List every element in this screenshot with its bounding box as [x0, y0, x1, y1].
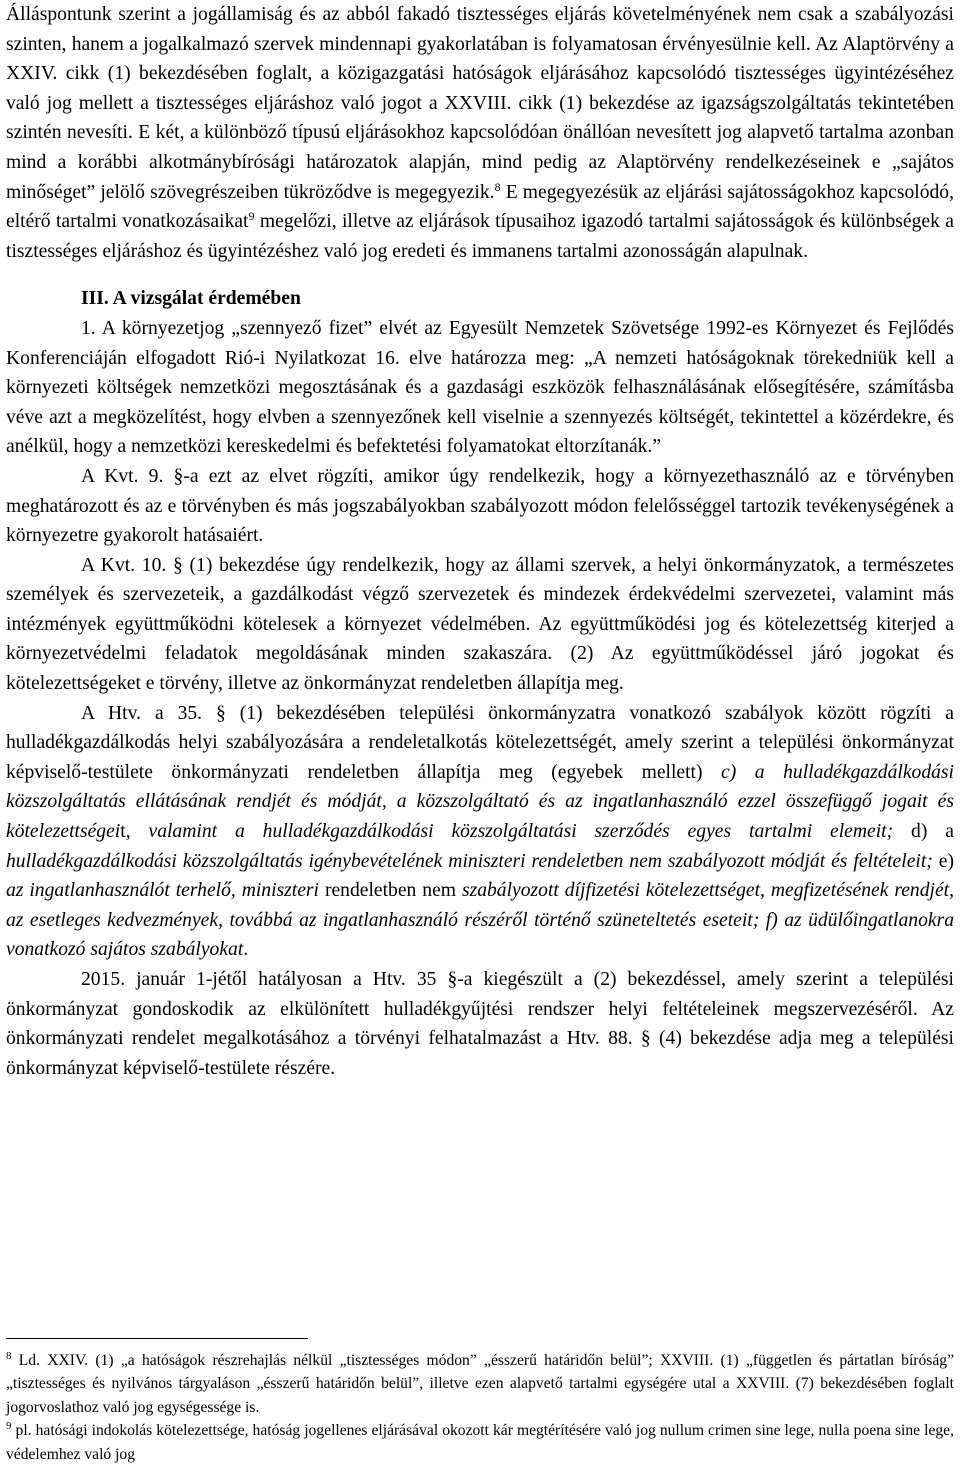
- paragraph-text: rendeletben nem: [324, 880, 462, 902]
- paragraph-text-italic: valamint a hulladékgazdálkodási közszolgáltatási szerződés egyes tartalmi elemeit;: [148, 821, 894, 843]
- footnotes: [6, 1349, 954, 1466]
- paragraph-text: megelőzi, illetve az eljárások típusaihoz igazodó tartalmi sajátosságok és különbségek a tisztességes eljáráshoz és ügyintézéshez való jog eredeti és immanens tartalmi azonosságán alapulnak.: [6, 211, 954, 262]
- paragraph-htv-2015: 2015. január 1-jétől hatályosan a Htv. 35 §-a kiegészült a (2) bekezdéssel, amely szerint a települési önkormányzat gondoskodik az elkülönített hulladékgyűjtési rendszer helyi feltételeinek megszervezéséről. Az önkormányzati rendelet megalkotásához a törvényi felhatalmazást a Htv. 88. § (4) bekezdése adja meg a települési önkormányzat képviselő-testülete részére.: [6, 969, 954, 1079]
- paragraph-text: .: [243, 939, 249, 961]
- paragraph-kvt-9: A Kvt. 9. §-a ezt az elvet rögzíti, amikor úgy rendelkezik, hogy a környezethasználó az e törvényben meghatározott és az e törvényben és más jogszabályokban szabályozott módon felelősséggel tartozik tevékenységének a környezetre gyakorolt hatásaiért.: [6, 465, 954, 547]
- footnote-text: pl. hatósági indokolás kötelezettsége, hatóság jogellenes eljárásával okozott kár megtérítésére való jog nullum crimen sine lege, nulla poena sine lege, védelemhez való jog: [6, 1422, 954, 1463]
- paragraph-text-italic: szabályozott díjfizetési kötelezettséget, megfizetésének rendjét, az esetleges kedvezmények, továbbá az ingatlanhasználó részéről történő szüneteltetés eseteit; f) az üdülőingatlanokra vonatkozó sajátos szabályokat: [6, 880, 955, 961]
- paragraph-text: Álláspontunk szerint a jogállamiság és az abból fakadó tisztességes eljárás követelményének nem csak a szabályozási szinten, hanem a jogalkalmazó szervek mindennapi gyakorlatában is folyamatosan érvényesülnie kell. Az Alaptörvény a XXIV. cikk (1) bekezdésében foglalt, a közigazgatási hatóságok eljárásához kapcsolódó tisztességes ügyintézéséhez való jog mellett a tisztességes eljáráshoz való jogot a XXVIII. cikk (1) bekezdése az igazságszolgáltatás tekintetében szintén nevesíti. E két, a különböző típusú eljárásokhoz kapcsolódóan önállóan nevesített jog alapvető tartalma azonban mind a korábbi alkotmánybírósági határozatok alapján, mind pedig az Alaptörvény rendelkezéseinek e „sajátos minőséget” jelölő szövegrészeiben tükröződve is megegyezik.: [6, 4, 954, 203]
- paragraph-text: d) a: [893, 821, 954, 843]
- footnote-text: Ld. XXIV. (1) „a hatóságok részrehajlás nélkül „tisztességes módon” „ésszerű határidőn belül”; XXVIII. (1) „független és pártatlan bíróság” „tisztességes és nyilvános tárgyaláson „ésszerű határidőn belül”, illetve ezen alapvető tartalmi egységére utal a XXVIII. (7) bekezdésében foglalt jogorvoslathoz való jog egységessége is.: [6, 1352, 954, 1416]
- footnote-number: 8: [6, 1350, 12, 1362]
- footnote-9: [6, 1419, 954, 1466]
- paragraph-text-italic: az ingatlanhasználót terhelő, miniszteri: [6, 880, 325, 902]
- paragraph-text: t,: [120, 821, 149, 843]
- paragraph-text-italic: hulladékgazdálkodási közszolgáltatás igénybevételének miniszteri rendeletben nem szabályozott módját és feltételeit;: [6, 850, 933, 872]
- section-heading: III. A vizsgálat érdemében: [81, 288, 301, 310]
- paragraph-text: A Htv. a 35. § (1) bekezdésében települési önkormányzatra vonatkozó szabályok között rögzíti a hulladékgazdálkodás helyi szabályozására a rendeletalkotás kötelezettségét, amely szerint a települési önkormányzat képviselő-testülete önkormányzati rendeletben állapítja meg (egyebek mellett): [6, 702, 954, 783]
- footnote-8: [6, 1349, 954, 1419]
- footnote-ref-9[interactable]: 9: [248, 209, 255, 224]
- paragraph-text: E megegyezésük az eljárási sajátosságokhoz kapcsolódó, eltérő tartalmi vonatkozásaikat: [6, 181, 954, 233]
- paragraph-text-italic: c) a hulladékgazdálkodási közszolgáltatás ellátásának rendjét és módját, a közszolgáltató és az ingatlanhasználó ezzel összefüggő jogait és kötelezettségei: [6, 761, 954, 843]
- paragraph-fair-procedure: [6, 0, 954, 266]
- footnote-separator: [6, 1338, 308, 1339]
- paragraph-text: e): [932, 850, 954, 872]
- paragraph-htv-35: [6, 699, 954, 965]
- document-page: [6, 0, 955, 1463]
- paragraph-kvt-10: A Kvt. 10. § (1) bekezdése úgy rendelkezik, hogy az állami szervek, a helyi önkormányzatok, a természetes személyek és szervezeteik, a gazdálkodást végző szervezetek és mindezek érdekvédelmi szervezetei, valamint más intézmények együttműködni kötelesek a környezet védelmében. Az együttműködési jog és kötelezettség kiterjed a környezetvédelmi feladatok megoldásának minden szakaszára. (2) Az együttműködéssel járó jogokat és kötelezettségeket e törvény, illetve az önkormányzat rendeletben állapítja meg.: [6, 554, 954, 695]
- footnote-ref-8[interactable]: 8: [494, 179, 501, 194]
- paragraph-polluter-pays: 1. A környezetjog „szennyező fizet” elvét az Egyesült Nemzetek Szövetsége 1992-es Környezet és Fejlődés Konferenciáján elfogadott Rió-i Nyilatkozat 16. elve határozza meg: „A nemzeti hatóságoknak törekedniük kell a környezeti költségek nemzetközi megosztásának és a gazdasági eszközök felhasználásának elősegítésére, számításba véve azt a megközelítést, hogy elvben a szennyezőnek kell viselnie a szennyezés költségét, tekintettel a közérdekre, és anélkül, hogy a nemzetközi kereskedelmi és befektetési folyamatokat eltorzítanák.”: [6, 317, 954, 458]
- footnote-number: 9: [6, 1420, 12, 1433]
